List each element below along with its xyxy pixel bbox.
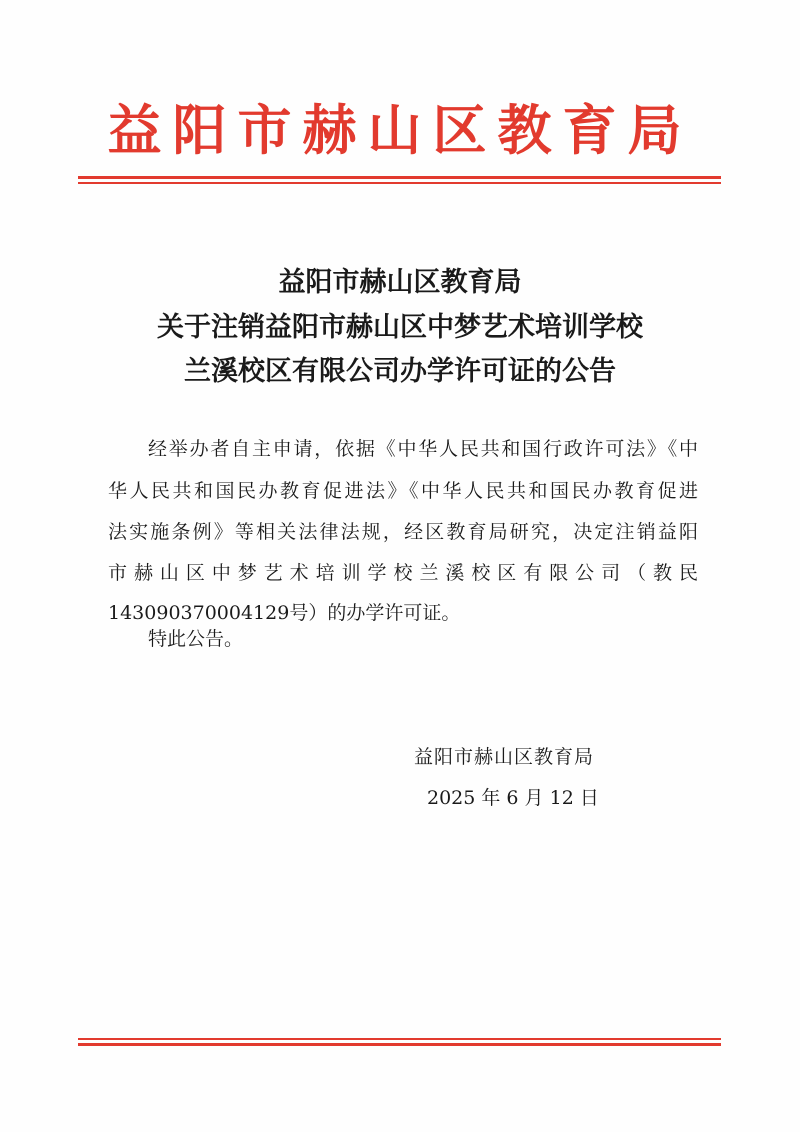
body-text-line-1: 经举办者自主申请，依据《中华人民共和国行政许可法》《中 (148, 438, 698, 460)
closing-remark: 特此公告。 (148, 628, 244, 650)
notice-title-line-1: 益阳市赫山区教育局 (278, 267, 522, 298)
letterhead-rule-thin (78, 182, 721, 184)
notice-title-line-3: 兰溪校区有限公司办学许可证的公告 (184, 356, 616, 387)
body-text-line-2: 华人民共和国民办教育促进法》《中华人民共和国民办教育促进 (108, 480, 698, 502)
body-text-line-3: 法实施条例》等相关法律法规，经区教育局研究，决定注销益阳 (108, 521, 698, 543)
signature-date: 2025 年 6 月 12 日 (427, 787, 599, 809)
signature-organization: 益阳市赫山区教育局 (414, 746, 595, 768)
body-text-line-4: 市赫山区中梦艺术培训学校兰溪校区有限公司（教民 (108, 562, 698, 584)
letterhead-title: 益阳市赫山区教育局 (107, 98, 693, 162)
notice-title-line-2: 关于注销益阳市赫山区中梦艺术培训学校 (157, 312, 643, 343)
footer-rule-thin (78, 1038, 721, 1040)
letterhead-rule-thick (78, 176, 721, 179)
footer-rule-thick (78, 1043, 721, 1046)
body-text-line-5: 143090370004129号）的办学许可证。 (108, 602, 461, 624)
